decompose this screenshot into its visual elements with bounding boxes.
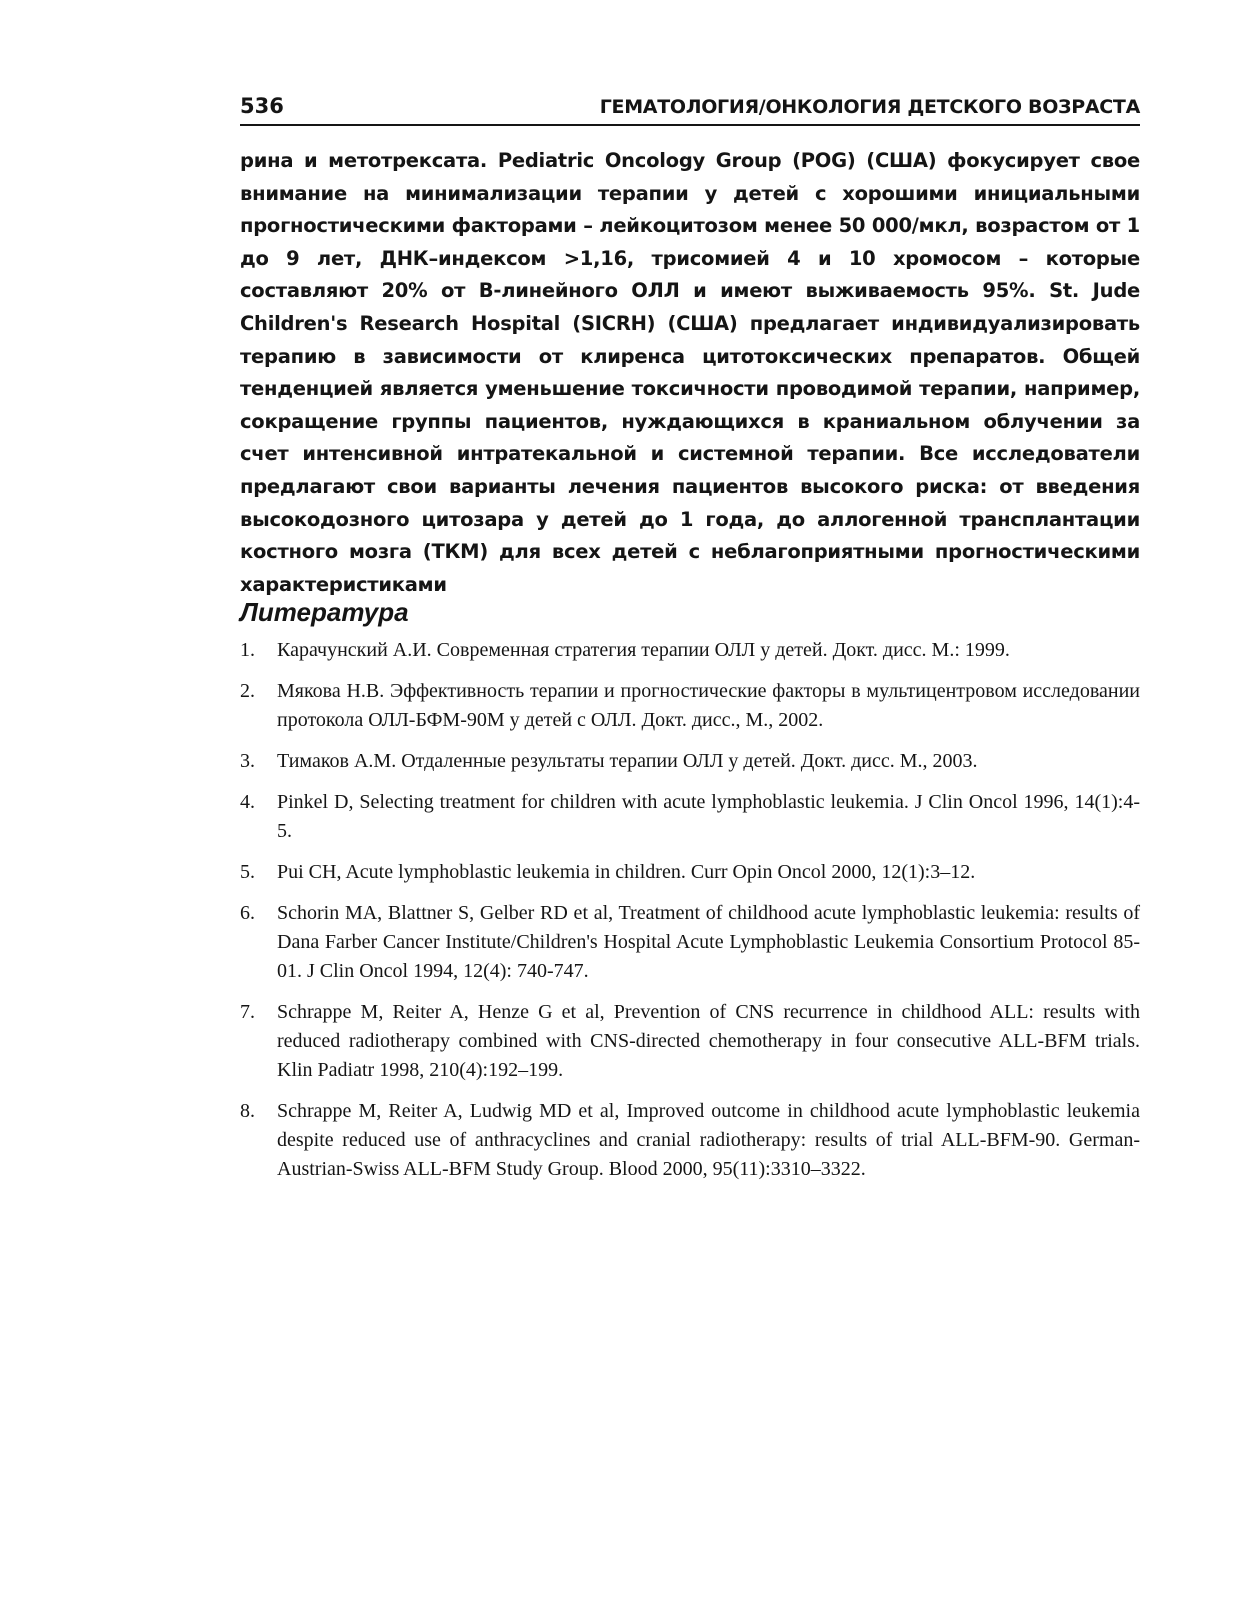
- reference-list: [240, 636, 1140, 1196]
- reference-text: Pinkel D, Selecting treatment for children with acute lymphoblastic leukemia. J Clin Oncol 1996, 14(1):4-5.: [277, 791, 1140, 842]
- body-paragraph: рина и метотрексата. Pediatric Oncology Group (POG) (США) фокусирует свое внимание на минимализации терапии у детей с хорошими инициальными прогностическими факторами – лейкоцитозом менее 50 000/мкл, возрастом от 1 до 9 лет, ДНК–индексом >1,16, трисомией 4 и 10 хромосом – которые составляют 20% от В-линейного ОЛЛ и имеют выживаемость 95%. St. Jude Children's Research Hospital (SICRH) (США) предлагает индивидуализировать терапию в зависимости от клиренса цитотоксических препаратов. Общей тенденцией является уменьшение токсичности проводимой терапии, например, сокращение группы пациентов, нуждающихся в краниальном облучении за счет интенсивной интратекальной и системной терапии. Все исследователи предлагают свои варианты лечения пациентов высокого риска: от введения высокодозного цитозара у детей до 1 года, до аллогенной трансплантации костного мозга (ТКМ) для всех детей с неблагоприятными прогностическими характеристиками: [240, 149, 1140, 596]
- reference-item: [240, 1097, 1140, 1184]
- references-heading: Литература: [240, 597, 409, 627]
- reference-item: [240, 788, 1140, 846]
- reference-text: Schrappe M, Reiter A, Henze G et al, Prevention of CNS recurrence in childhood ALL: results with reduced radiotherapy combined with CNS-directed chemotherapy in four consecutive ALL-BFM trials. Klin Padiatr 1998, 210(4):192–199.: [277, 1001, 1140, 1081]
- reference-text: Pui CH, Acute lymphoblastic leukemia in children. Curr Opin Oncol 2000, 12(1):3–12.: [277, 861, 976, 883]
- reference-number: 4.: [240, 791, 255, 813]
- page-number: 536: [240, 94, 284, 118]
- reference-text: Schrappe M, Reiter A, Ludwig MD et al, Improved outcome in childhood acute lymphoblastic leukemia despite reduced use of anthracyclines and cranial radiotherapy: results of trial ALL-BFM-90. German-Austrian-Swiss ALL-BFM Study Group. Blood 2000, 95(11):3310–3322.: [277, 1100, 1140, 1180]
- reference-number: 8.: [240, 1100, 255, 1122]
- reference-text: Мякова Н.В. Эффективность терапии и прогностические факторы в мультицентровом исследовании протокола ОЛЛ-БФМ-90М у детей с ОЛЛ. Докт. дисс., М., 2002.: [277, 680, 1140, 731]
- reference-item: [240, 998, 1140, 1085]
- reference-number: 7.: [240, 1001, 255, 1023]
- reference-item: [240, 858, 1140, 887]
- header-rule: [240, 124, 1140, 126]
- reference-number: 5.: [240, 861, 255, 883]
- reference-text: Schorin MA, Blattner S, Gelber RD et al, Treatment of childhood acute lymphoblastic leukemia: results of Dana Farber Cancer Institute/Children's Hospital Acute Lymphoblastic Leukemia Consortium Protocol 85-01. J Clin Oncol 1994, 12(4): 740-747.: [277, 902, 1140, 982]
- reference-text: Тимаков А.М. Отдаленные результаты терапии ОЛЛ у детей. Докт. дисс. М., 2003.: [277, 750, 978, 772]
- page-header: [240, 88, 1140, 128]
- reference-number: 6.: [240, 902, 255, 924]
- reference-item: [240, 747, 1140, 776]
- reference-number: 2.: [240, 680, 255, 702]
- reference-number: 1.: [240, 639, 255, 661]
- reference-number: 3.: [240, 750, 255, 772]
- reference-item: [240, 899, 1140, 986]
- reference-text: Карачунский А.И. Современная стратегия терапии ОЛЛ у детей. Докт. дисс. М.: 1999.: [277, 639, 1010, 661]
- reference-item: [240, 636, 1140, 665]
- reference-item: [240, 677, 1140, 735]
- running-title: ГЕМАТОЛОГИЯ/ОНКОЛОГИЯ ДЕТСКОГО ВОЗРАСТА: [599, 96, 1140, 118]
